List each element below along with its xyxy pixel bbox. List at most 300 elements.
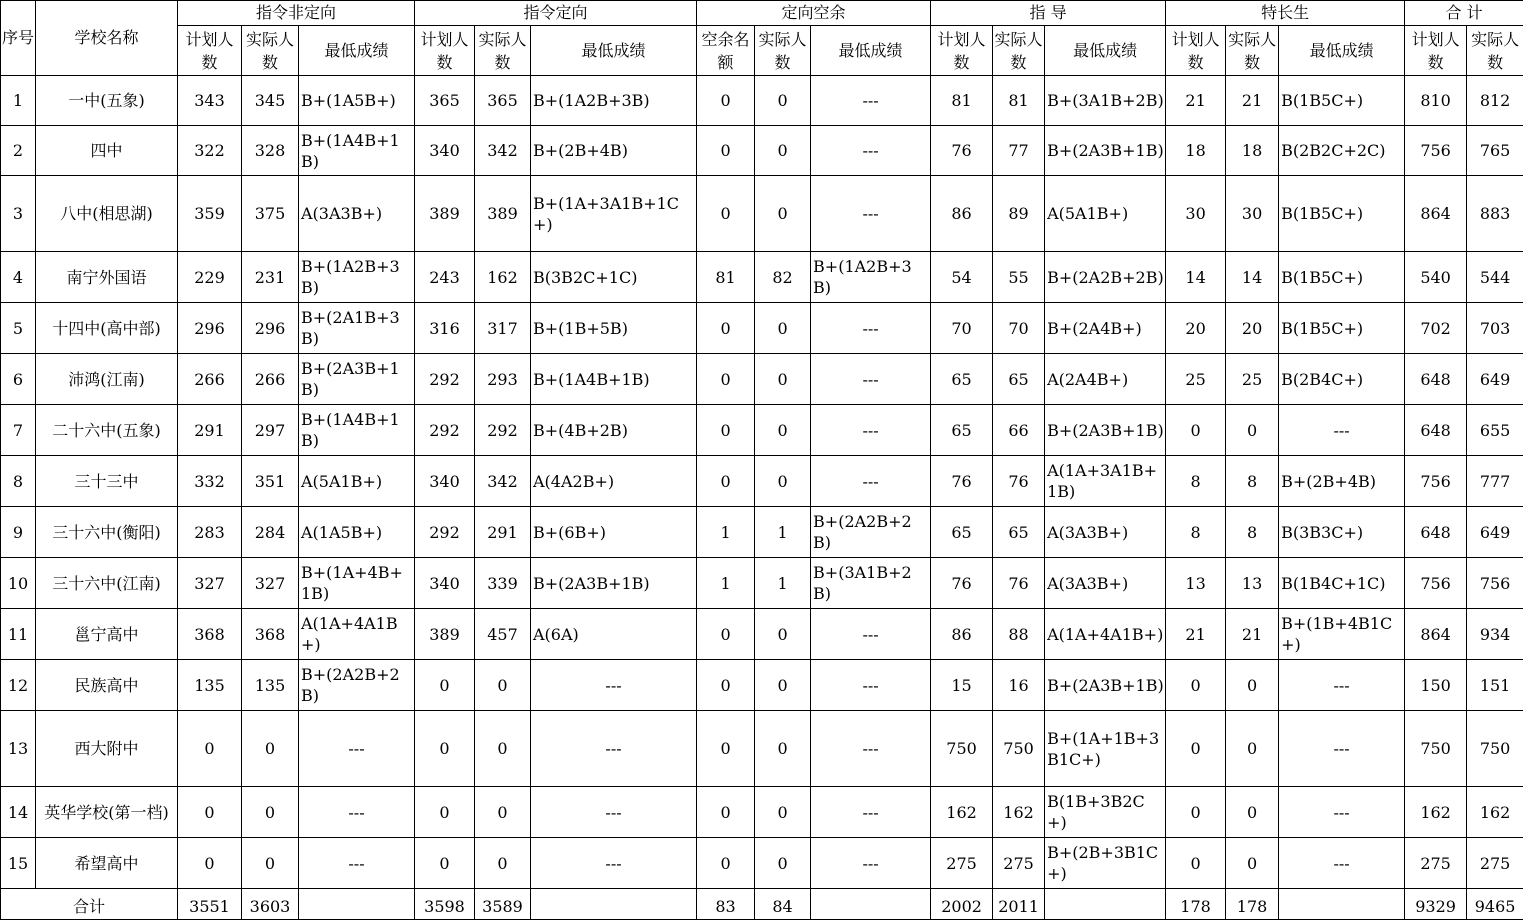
school-name: 希望高中 bbox=[36, 838, 178, 889]
header-min-score: 最低成绩 bbox=[811, 26, 931, 76]
cell-min-score: B+(1A2B+3B) bbox=[299, 252, 415, 303]
table-row bbox=[1, 405, 1523, 456]
cell-min-score: A(5A1B+) bbox=[1045, 176, 1166, 252]
cell-actual: 13 bbox=[1226, 558, 1279, 609]
table-row bbox=[1, 76, 1523, 126]
total-plan: 178 bbox=[1166, 889, 1226, 920]
cell-plan: 0 bbox=[178, 838, 242, 889]
total-total-actual: 9465 bbox=[1467, 889, 1523, 920]
cell-min-score: A(3A3B+) bbox=[299, 176, 415, 252]
cell-min-score: --- bbox=[1279, 405, 1405, 456]
cell-vacancy: 0 bbox=[697, 176, 755, 252]
cell-plan: 70 bbox=[931, 303, 993, 354]
cell-min-score: B+(1A2B+3B) bbox=[811, 252, 931, 303]
cell-actual: 292 bbox=[475, 405, 531, 456]
cell-min-score: B(3B2C+1C) bbox=[531, 252, 697, 303]
cell-plan: 20 bbox=[1166, 303, 1226, 354]
cell-min-score: B+(2B+3B1C+) bbox=[1045, 838, 1166, 889]
header-min-score: 最低成绩 bbox=[1045, 26, 1166, 76]
header-vacancy: 空余名额 bbox=[697, 26, 755, 76]
total-label: 合计 bbox=[1, 889, 178, 920]
cell-plan: 30 bbox=[1166, 176, 1226, 252]
cell-actual: 0 bbox=[1226, 405, 1279, 456]
cell-plan: 292 bbox=[415, 507, 475, 558]
school-name: 八中(相思湖) bbox=[36, 176, 178, 252]
cell-actual: 8 bbox=[1226, 507, 1279, 558]
header-plan: 计划人数 bbox=[415, 26, 475, 76]
cell-plan: 283 bbox=[178, 507, 242, 558]
cell-actual: 21 bbox=[1226, 609, 1279, 660]
cell-min-score: B+(2A3B+1B) bbox=[1045, 405, 1166, 456]
cell-min-score: B+(4B+2B) bbox=[531, 405, 697, 456]
cell-plan: 322 bbox=[178, 126, 242, 176]
cell-min-score: B(3B3C+) bbox=[1279, 507, 1405, 558]
cell-plan: 332 bbox=[178, 456, 242, 507]
cell-actual: 76 bbox=[993, 456, 1045, 507]
cell-actual: 0 bbox=[755, 76, 811, 126]
cell-min-score: --- bbox=[811, 660, 931, 711]
cell-min-score: B+(2A2B+2B) bbox=[299, 660, 415, 711]
cell-min-score: B+(6B+) bbox=[531, 507, 697, 558]
header-actual: 实际人数 bbox=[755, 26, 811, 76]
cell-min-score: --- bbox=[531, 711, 697, 787]
cell-plan: 296 bbox=[178, 303, 242, 354]
row-number: 13 bbox=[1, 711, 36, 787]
cell-plan: 275 bbox=[931, 838, 993, 889]
cell-plan: 340 bbox=[415, 456, 475, 507]
cell-min-score: B+(2A2B+2B) bbox=[1045, 252, 1166, 303]
cell-actual: 0 bbox=[242, 711, 299, 787]
cell-total-plan: 162 bbox=[1405, 787, 1467, 838]
school-name: 三十六中(江南) bbox=[36, 558, 178, 609]
cell-min-score: A(3A3B+) bbox=[1045, 507, 1166, 558]
total-total-plan: 9329 bbox=[1405, 889, 1467, 920]
cell-total-actual: 703 bbox=[1467, 303, 1523, 354]
cell-actual: 8 bbox=[1226, 456, 1279, 507]
cell-min-score: B+(3A1B+2B) bbox=[811, 558, 931, 609]
cell-plan: 0 bbox=[1166, 405, 1226, 456]
cell-min-score: --- bbox=[811, 609, 931, 660]
cell-actual: 0 bbox=[755, 456, 811, 507]
cell-actual: 21 bbox=[1226, 76, 1279, 126]
table-row bbox=[1, 252, 1523, 303]
table-row bbox=[1, 787, 1523, 838]
cell-actual: 389 bbox=[475, 176, 531, 252]
cell-total-actual: 765 bbox=[1467, 126, 1523, 176]
cell-plan: 81 bbox=[931, 76, 993, 126]
cell-plan: 0 bbox=[415, 838, 475, 889]
cell-total-actual: 655 bbox=[1467, 405, 1523, 456]
cell-plan: 0 bbox=[415, 787, 475, 838]
cell-plan: 327 bbox=[178, 558, 242, 609]
cell-plan: 76 bbox=[931, 558, 993, 609]
header-school: 学校名称 bbox=[36, 1, 178, 76]
cell-plan: 389 bbox=[415, 609, 475, 660]
cell-min-score: B+(1A+4B+1B) bbox=[299, 558, 415, 609]
cell-actual: 327 bbox=[242, 558, 299, 609]
cell-actual: 0 bbox=[755, 405, 811, 456]
row-number: 2 bbox=[1, 126, 36, 176]
cell-actual: 342 bbox=[475, 456, 531, 507]
cell-actual: 375 bbox=[242, 176, 299, 252]
cell-min-score: B+(2A1B+3B) bbox=[299, 303, 415, 354]
cell-actual: 0 bbox=[755, 303, 811, 354]
table-row bbox=[1, 711, 1523, 787]
cell-plan: 76 bbox=[931, 456, 993, 507]
cell-total-plan: 756 bbox=[1405, 126, 1467, 176]
table-row bbox=[1, 507, 1523, 558]
header-plan: 计划人数 bbox=[1166, 26, 1226, 76]
cell-plan: 750 bbox=[931, 711, 993, 787]
cell-actual: 0 bbox=[755, 176, 811, 252]
cell-min-score: B+(1B+4B1C+) bbox=[1279, 609, 1405, 660]
cell-total-plan: 702 bbox=[1405, 303, 1467, 354]
cell-actual: 77 bbox=[993, 126, 1045, 176]
cell-min-score: --- bbox=[811, 838, 931, 889]
cell-plan: 359 bbox=[178, 176, 242, 252]
cell-total-actual: 275 bbox=[1467, 838, 1523, 889]
cell-min-score: A(3A3B+) bbox=[1045, 558, 1166, 609]
cell-plan: 21 bbox=[1166, 609, 1226, 660]
row-number: 8 bbox=[1, 456, 36, 507]
cell-actual: 66 bbox=[993, 405, 1045, 456]
cell-total-plan: 864 bbox=[1405, 176, 1467, 252]
cell-min-score: --- bbox=[811, 456, 931, 507]
cell-min-score: --- bbox=[811, 711, 931, 787]
cell-min-score: --- bbox=[811, 354, 931, 405]
cell-min-score: A(4A2B+) bbox=[531, 456, 697, 507]
cell-plan: 292 bbox=[415, 405, 475, 456]
cell-min-score: --- bbox=[811, 176, 931, 252]
cell-vacancy: 0 bbox=[697, 303, 755, 354]
cell-plan: 65 bbox=[931, 405, 993, 456]
cell-vacancy: 0 bbox=[697, 354, 755, 405]
table-row bbox=[1, 660, 1523, 711]
cell-actual: 30 bbox=[1226, 176, 1279, 252]
cell-total-plan: 648 bbox=[1405, 507, 1467, 558]
cell-actual: 750 bbox=[993, 711, 1045, 787]
school-name: 四中 bbox=[36, 126, 178, 176]
total-actual: 3589 bbox=[475, 889, 531, 920]
cell-plan: 368 bbox=[178, 609, 242, 660]
cell-min-score: --- bbox=[1279, 787, 1405, 838]
header-plan: 计划人数 bbox=[1405, 26, 1467, 76]
cell-plan: 0 bbox=[1166, 660, 1226, 711]
cell-actual: 0 bbox=[1226, 711, 1279, 787]
cell-vacancy: 0 bbox=[697, 787, 755, 838]
row-number: 5 bbox=[1, 303, 36, 354]
total-plan: 3598 bbox=[415, 889, 475, 920]
cell-actual: 0 bbox=[1226, 660, 1279, 711]
cell-actual: 0 bbox=[475, 838, 531, 889]
cell-plan: 229 bbox=[178, 252, 242, 303]
cell-plan: 365 bbox=[415, 76, 475, 126]
cell-plan: 0 bbox=[415, 660, 475, 711]
cell-actual: 20 bbox=[1226, 303, 1279, 354]
row-number: 10 bbox=[1, 558, 36, 609]
header-seq: 序号 bbox=[1, 1, 36, 76]
cell-min-score: B(1B5C+) bbox=[1279, 176, 1405, 252]
cell-min-score: B+(2B+4B) bbox=[1279, 456, 1405, 507]
cell-min-score: --- bbox=[531, 838, 697, 889]
cell-plan: 65 bbox=[931, 507, 993, 558]
cell-min-score: A(1A5B+) bbox=[299, 507, 415, 558]
total-actual: 178 bbox=[1226, 889, 1279, 920]
row-number: 12 bbox=[1, 660, 36, 711]
cell-total-actual: 649 bbox=[1467, 507, 1523, 558]
cell-min-score: A(1A+4A1B+) bbox=[1045, 609, 1166, 660]
cell-min-score: --- bbox=[811, 405, 931, 456]
cell-plan: 0 bbox=[1166, 711, 1226, 787]
row-number: 14 bbox=[1, 787, 36, 838]
cell-min-score: A(2A4B+) bbox=[1045, 354, 1166, 405]
header-group-specialty: 特长生 bbox=[1166, 1, 1405, 26]
cell-total-plan: 810 bbox=[1405, 76, 1467, 126]
cell-min-score: B+(1A4B+1B) bbox=[299, 126, 415, 176]
cell-min-score: B+(2A4B+) bbox=[1045, 303, 1166, 354]
header-actual: 实际人数 bbox=[993, 26, 1045, 76]
cell-actual: 0 bbox=[475, 787, 531, 838]
cell-min-score: B+(1B+5B) bbox=[531, 303, 697, 354]
header-plan: 计划人数 bbox=[178, 26, 242, 76]
cell-plan: 21 bbox=[1166, 76, 1226, 126]
cell-min-score: B(1B5C+) bbox=[1279, 252, 1405, 303]
cell-vacancy: 0 bbox=[697, 609, 755, 660]
cell-actual: 25 bbox=[1226, 354, 1279, 405]
cell-actual: 0 bbox=[755, 838, 811, 889]
cell-min-score: B(1B5C+) bbox=[1279, 76, 1405, 126]
cell-actual: 82 bbox=[755, 252, 811, 303]
header-min-score: 最低成绩 bbox=[1279, 26, 1405, 76]
cell-actual: 0 bbox=[755, 660, 811, 711]
cell-actual: 339 bbox=[475, 558, 531, 609]
cell-actual: 351 bbox=[242, 456, 299, 507]
cell-min-score: B+(1A+1B+3B1C+) bbox=[1045, 711, 1166, 787]
cell-min-score: --- bbox=[811, 787, 931, 838]
cell-min-score: B(2B4C+) bbox=[1279, 354, 1405, 405]
cell-total-actual: 544 bbox=[1467, 252, 1523, 303]
cell-total-plan: 864 bbox=[1405, 609, 1467, 660]
cell-actual: 0 bbox=[242, 838, 299, 889]
cell-min-score: --- bbox=[1279, 838, 1405, 889]
school-name: 三十三中 bbox=[36, 456, 178, 507]
cell-actual: 296 bbox=[242, 303, 299, 354]
row-number: 15 bbox=[1, 838, 36, 889]
cell-total-plan: 275 bbox=[1405, 838, 1467, 889]
school-name: 民族高中 bbox=[36, 660, 178, 711]
cell-min-score: B+(2A3B+1B) bbox=[299, 354, 415, 405]
cell-plan: 343 bbox=[178, 76, 242, 126]
cell-actual: 65 bbox=[993, 354, 1045, 405]
cell-actual: 345 bbox=[242, 76, 299, 126]
total-min-score bbox=[811, 889, 931, 920]
cell-total-actual: 649 bbox=[1467, 354, 1523, 405]
cell-min-score: B+(3A1B+2B) bbox=[1045, 76, 1166, 126]
cell-vacancy: 0 bbox=[697, 76, 755, 126]
cell-actual: 0 bbox=[1226, 838, 1279, 889]
cell-total-plan: 648 bbox=[1405, 354, 1467, 405]
total-min-score bbox=[531, 889, 697, 920]
total-min-score bbox=[299, 889, 415, 920]
cell-min-score: --- bbox=[531, 787, 697, 838]
cell-actual: 0 bbox=[475, 711, 531, 787]
cell-plan: 0 bbox=[178, 711, 242, 787]
row-number: 11 bbox=[1, 609, 36, 660]
cell-plan: 340 bbox=[415, 126, 475, 176]
cell-min-score: B(1B4C+1C) bbox=[1279, 558, 1405, 609]
cell-min-score: B+(1A+3A1B+1C+) bbox=[531, 176, 697, 252]
cell-min-score: B(1B+3B2C+) bbox=[1045, 787, 1166, 838]
cell-actual: 65 bbox=[993, 507, 1045, 558]
cell-actual: 0 bbox=[1226, 787, 1279, 838]
cell-plan: 18 bbox=[1166, 126, 1226, 176]
total-actual: 2011 bbox=[993, 889, 1045, 920]
cell-plan: 86 bbox=[931, 609, 993, 660]
cell-actual: 0 bbox=[475, 660, 531, 711]
cell-plan: 0 bbox=[178, 787, 242, 838]
table-row bbox=[1, 609, 1523, 660]
cell-actual: 76 bbox=[993, 558, 1045, 609]
row-number: 4 bbox=[1, 252, 36, 303]
cell-vacancy: 0 bbox=[697, 838, 755, 889]
cell-total-actual: 883 bbox=[1467, 176, 1523, 252]
cell-actual: 18 bbox=[1226, 126, 1279, 176]
cell-min-score: B+(2B+4B) bbox=[531, 126, 697, 176]
cell-plan: 162 bbox=[931, 787, 993, 838]
cell-plan: 340 bbox=[415, 558, 475, 609]
cell-actual: 162 bbox=[475, 252, 531, 303]
cell-plan: 389 bbox=[415, 176, 475, 252]
cell-actual: 275 bbox=[993, 838, 1045, 889]
table-row bbox=[1, 558, 1523, 609]
header-group-guidance: 指 导 bbox=[931, 1, 1166, 26]
school-name: 南宁外国语 bbox=[36, 252, 178, 303]
cell-actual: 135 bbox=[242, 660, 299, 711]
cell-actual: 284 bbox=[242, 507, 299, 558]
cell-plan: 8 bbox=[1166, 507, 1226, 558]
row-number: 9 bbox=[1, 507, 36, 558]
cell-min-score: A(6A) bbox=[531, 609, 697, 660]
total-min-score bbox=[1045, 889, 1166, 920]
cell-min-score: B+(2A3B+1B) bbox=[1045, 126, 1166, 176]
cell-min-score: --- bbox=[299, 711, 415, 787]
cell-actual: 293 bbox=[475, 354, 531, 405]
cell-plan: 76 bbox=[931, 126, 993, 176]
total-plan: 3551 bbox=[178, 889, 242, 920]
header-actual: 实际人数 bbox=[1467, 26, 1523, 76]
header-actual: 实际人数 bbox=[1226, 26, 1279, 76]
cell-total-actual: 750 bbox=[1467, 711, 1523, 787]
cell-actual: 0 bbox=[242, 787, 299, 838]
cell-plan: 243 bbox=[415, 252, 475, 303]
total-actual: 84 bbox=[755, 889, 811, 920]
cell-plan: 135 bbox=[178, 660, 242, 711]
cell-min-score: --- bbox=[531, 660, 697, 711]
cell-plan: 15 bbox=[931, 660, 993, 711]
header-group-total: 合 计 bbox=[1405, 1, 1523, 26]
cell-min-score: B+(1A5B+) bbox=[299, 76, 415, 126]
cell-vacancy: 0 bbox=[697, 456, 755, 507]
cell-actual: 291 bbox=[475, 507, 531, 558]
cell-min-score: --- bbox=[811, 126, 931, 176]
cell-total-plan: 750 bbox=[1405, 711, 1467, 787]
cell-min-score: --- bbox=[1279, 711, 1405, 787]
school-name: 十四中(高中部) bbox=[36, 303, 178, 354]
cell-actual: 368 bbox=[242, 609, 299, 660]
table-row bbox=[1, 354, 1523, 405]
table-row bbox=[1, 838, 1523, 889]
cell-actual: 328 bbox=[242, 126, 299, 176]
cell-vacancy: 81 bbox=[697, 252, 755, 303]
cell-min-score: --- bbox=[811, 303, 931, 354]
cell-plan: 0 bbox=[1166, 838, 1226, 889]
cell-total-actual: 756 bbox=[1467, 558, 1523, 609]
cell-actual: 297 bbox=[242, 405, 299, 456]
cell-min-score: B+(2A3B+1B) bbox=[1045, 660, 1166, 711]
header-min-score: 最低成绩 bbox=[299, 26, 415, 76]
cell-actual: 0 bbox=[755, 609, 811, 660]
cell-min-score: B(1B5C+) bbox=[1279, 303, 1405, 354]
total-min-score bbox=[1279, 889, 1405, 920]
cell-min-score: A(1A+3A1B+1B) bbox=[1045, 456, 1166, 507]
table-row bbox=[1, 303, 1523, 354]
school-name: 二十六中(五象) bbox=[36, 405, 178, 456]
cell-plan: 65 bbox=[931, 354, 993, 405]
cell-min-score: A(1A+4A1B+) bbox=[299, 609, 415, 660]
cell-plan: 13 bbox=[1166, 558, 1226, 609]
cell-total-actual: 812 bbox=[1467, 76, 1523, 126]
cell-actual: 55 bbox=[993, 252, 1045, 303]
total-vacancy: 83 bbox=[697, 889, 755, 920]
header-actual: 实际人数 bbox=[242, 26, 299, 76]
cell-plan: 0 bbox=[415, 711, 475, 787]
cell-actual: 81 bbox=[993, 76, 1045, 126]
table-row bbox=[1, 456, 1523, 507]
cell-plan: 291 bbox=[178, 405, 242, 456]
cell-actual: 0 bbox=[755, 711, 811, 787]
cell-actual: 266 bbox=[242, 354, 299, 405]
cell-actual: 342 bbox=[475, 126, 531, 176]
cell-actual: 457 bbox=[475, 609, 531, 660]
cell-min-score: B+(2A2B+2B) bbox=[811, 507, 931, 558]
cell-total-actual: 151 bbox=[1467, 660, 1523, 711]
school-name: 沛鸿(江南) bbox=[36, 354, 178, 405]
cell-plan: 86 bbox=[931, 176, 993, 252]
cell-plan: 54 bbox=[931, 252, 993, 303]
cell-min-score: B(2B2C+2C) bbox=[1279, 126, 1405, 176]
total-actual: 3603 bbox=[242, 889, 299, 920]
row-number: 6 bbox=[1, 354, 36, 405]
cell-vacancy: 0 bbox=[697, 711, 755, 787]
cell-min-score: --- bbox=[299, 838, 415, 889]
cell-vacancy: 1 bbox=[697, 558, 755, 609]
cell-actual: 162 bbox=[993, 787, 1045, 838]
cell-total-plan: 756 bbox=[1405, 558, 1467, 609]
row-number: 1 bbox=[1, 76, 36, 126]
header-row-sub bbox=[1, 26, 1523, 76]
cell-actual: 317 bbox=[475, 303, 531, 354]
cell-total-actual: 934 bbox=[1467, 609, 1523, 660]
cell-min-score: --- bbox=[299, 787, 415, 838]
cell-plan: 316 bbox=[415, 303, 475, 354]
school-name: 三十六中(衡阳) bbox=[36, 507, 178, 558]
header-group-targeted-vacancy: 定向空余 bbox=[697, 1, 931, 26]
table-row bbox=[1, 176, 1523, 252]
cell-actual: 16 bbox=[993, 660, 1045, 711]
cell-total-plan: 648 bbox=[1405, 405, 1467, 456]
school-name: 一中(五象) bbox=[36, 76, 178, 126]
cell-actual: 1 bbox=[755, 507, 811, 558]
